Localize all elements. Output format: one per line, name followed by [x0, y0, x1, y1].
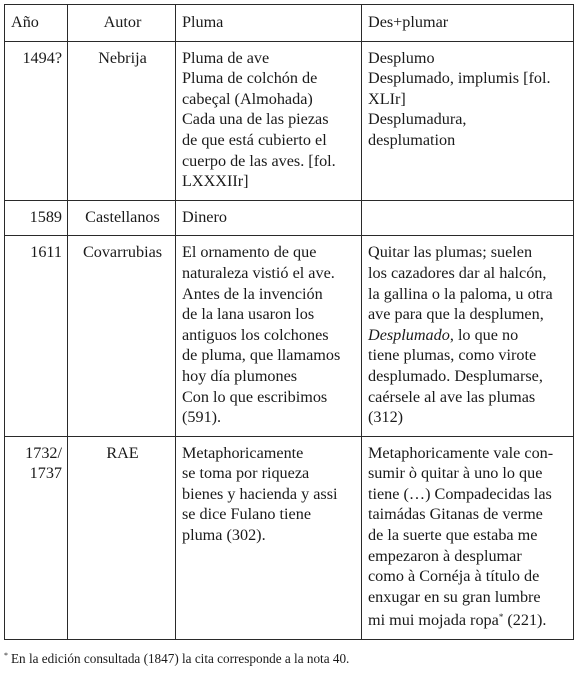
- text-line: se toma por riqueza: [182, 464, 310, 483]
- year-cell: 1589: [5, 200, 68, 236]
- text-line: [368, 325, 569, 346]
- author-cell: Castellanos: [68, 200, 176, 236]
- text-line: Desplumo: [368, 48, 435, 67]
- text-line: cabeçal (Almohada): [182, 89, 313, 108]
- author-cell: Covarrubias: [68, 236, 176, 436]
- text-fragment: (221).: [503, 611, 547, 630]
- table-row: [5, 200, 574, 236]
- text-line: cuerpo de las aves. [fol.: [182, 151, 336, 170]
- text-line: LXXXIIr]: [182, 172, 249, 191]
- italic-term: Desplumado: [368, 325, 450, 344]
- text-line: naturaleza vistió el ave.: [182, 263, 335, 282]
- text-fragment: , lo que no: [449, 325, 519, 344]
- table-row: [5, 41, 574, 200]
- pluma-cell: [176, 41, 362, 200]
- text-line: [368, 607, 569, 631]
- text-line: la gallina o la paloma, u otra: [368, 284, 553, 303]
- footnote-reference: *: [498, 612, 504, 623]
- text-line: Con lo que escribimos: [182, 387, 328, 406]
- text-line: pluma (302).: [182, 526, 266, 545]
- text-line: (312): [368, 408, 404, 427]
- text-fragment: mi mui mojada ropa: [368, 611, 499, 630]
- text-line: como à Cornéja à título de: [368, 567, 540, 586]
- text-line: tiene (…) Compadecidas las: [368, 484, 552, 503]
- pluma-cell: [176, 436, 362, 639]
- text-line: sumir ò quitar à uno lo que: [368, 464, 543, 483]
- text-line: empezaron à desplumar: [368, 546, 522, 565]
- lexicon-table: [4, 4, 574, 640]
- footnote: [4, 651, 349, 667]
- header-desplumar: Des+plumar: [362, 5, 574, 42]
- author-cell: Nebrija: [68, 41, 176, 200]
- text-line: Cada una de las piezas: [182, 110, 329, 129]
- text-line: desplumation: [368, 130, 456, 149]
- text-line: Desplumadura,: [368, 110, 467, 129]
- text-line: Dinero: [182, 207, 227, 226]
- text-line: Antes de la invención: [182, 284, 323, 303]
- text-line: Desplumado, implumis [fol.: [368, 69, 551, 88]
- header-year: Año: [5, 5, 68, 42]
- footnote-text: En la edición consultada (1847) la cita corresponde a la nota 40.: [11, 651, 350, 666]
- text-line: antiguos los colchones: [182, 325, 329, 344]
- desplumar-cell: [362, 436, 574, 639]
- year-cell: [5, 436, 68, 639]
- text-line: taimádas Gitanas de verme: [368, 505, 543, 524]
- author-cell: RAE: [68, 436, 176, 639]
- text-line: desplumado. Desplumarse,: [368, 366, 543, 385]
- text-line: hoy día plumones: [182, 366, 298, 385]
- text-line: El ornamento de que: [182, 243, 317, 262]
- desplumar-cell: [362, 41, 574, 200]
- year-cell: 1494?: [5, 41, 68, 200]
- text-line: de la lana usaron los: [182, 305, 315, 324]
- text-line: enxugar en su gran lumbre: [368, 587, 541, 606]
- pluma-cell: [176, 236, 362, 436]
- desplumar-cell: [362, 200, 574, 236]
- year-cell: 1611: [5, 236, 68, 436]
- text-line: XLIr]: [368, 89, 406, 108]
- text-line: caérsele al ave las plumas: [368, 387, 536, 406]
- text-line: Quitar las plumas; suelen: [368, 243, 533, 262]
- pluma-cell: [176, 200, 362, 236]
- text-line: Metaphoricamente: [182, 443, 304, 462]
- desplumar-cell: [362, 236, 574, 436]
- text-line: Pluma de colchón de: [182, 69, 318, 88]
- header-pluma: Pluma: [176, 5, 362, 42]
- header-author: Autor: [68, 5, 176, 42]
- text-line: Pluma de ave: [182, 48, 270, 67]
- text-line: bienes y hacienda y assi: [182, 484, 338, 503]
- text-line: se dice Fulano tiene: [182, 505, 312, 524]
- text-line: (591).: [182, 408, 222, 427]
- table-row: [5, 236, 574, 436]
- footnote-mark: *: [4, 651, 8, 660]
- text-line: Metaphoricamente vale con-: [368, 443, 554, 462]
- text-line: los cazadores dar al halcón,: [368, 263, 547, 282]
- year-line: 1732/: [25, 443, 62, 462]
- text-line: ave para que la desplumen,: [368, 305, 544, 324]
- text-line: tiene plumas, como virote: [368, 346, 537, 365]
- text-line: de que está cubierto el: [182, 130, 327, 149]
- header-row: [5, 5, 574, 42]
- text-line: de la suerte que estaba me: [368, 526, 538, 545]
- year-line: 1737: [29, 464, 62, 483]
- table-row: [5, 436, 574, 639]
- text-line: de pluma, que llamamos: [182, 346, 341, 365]
